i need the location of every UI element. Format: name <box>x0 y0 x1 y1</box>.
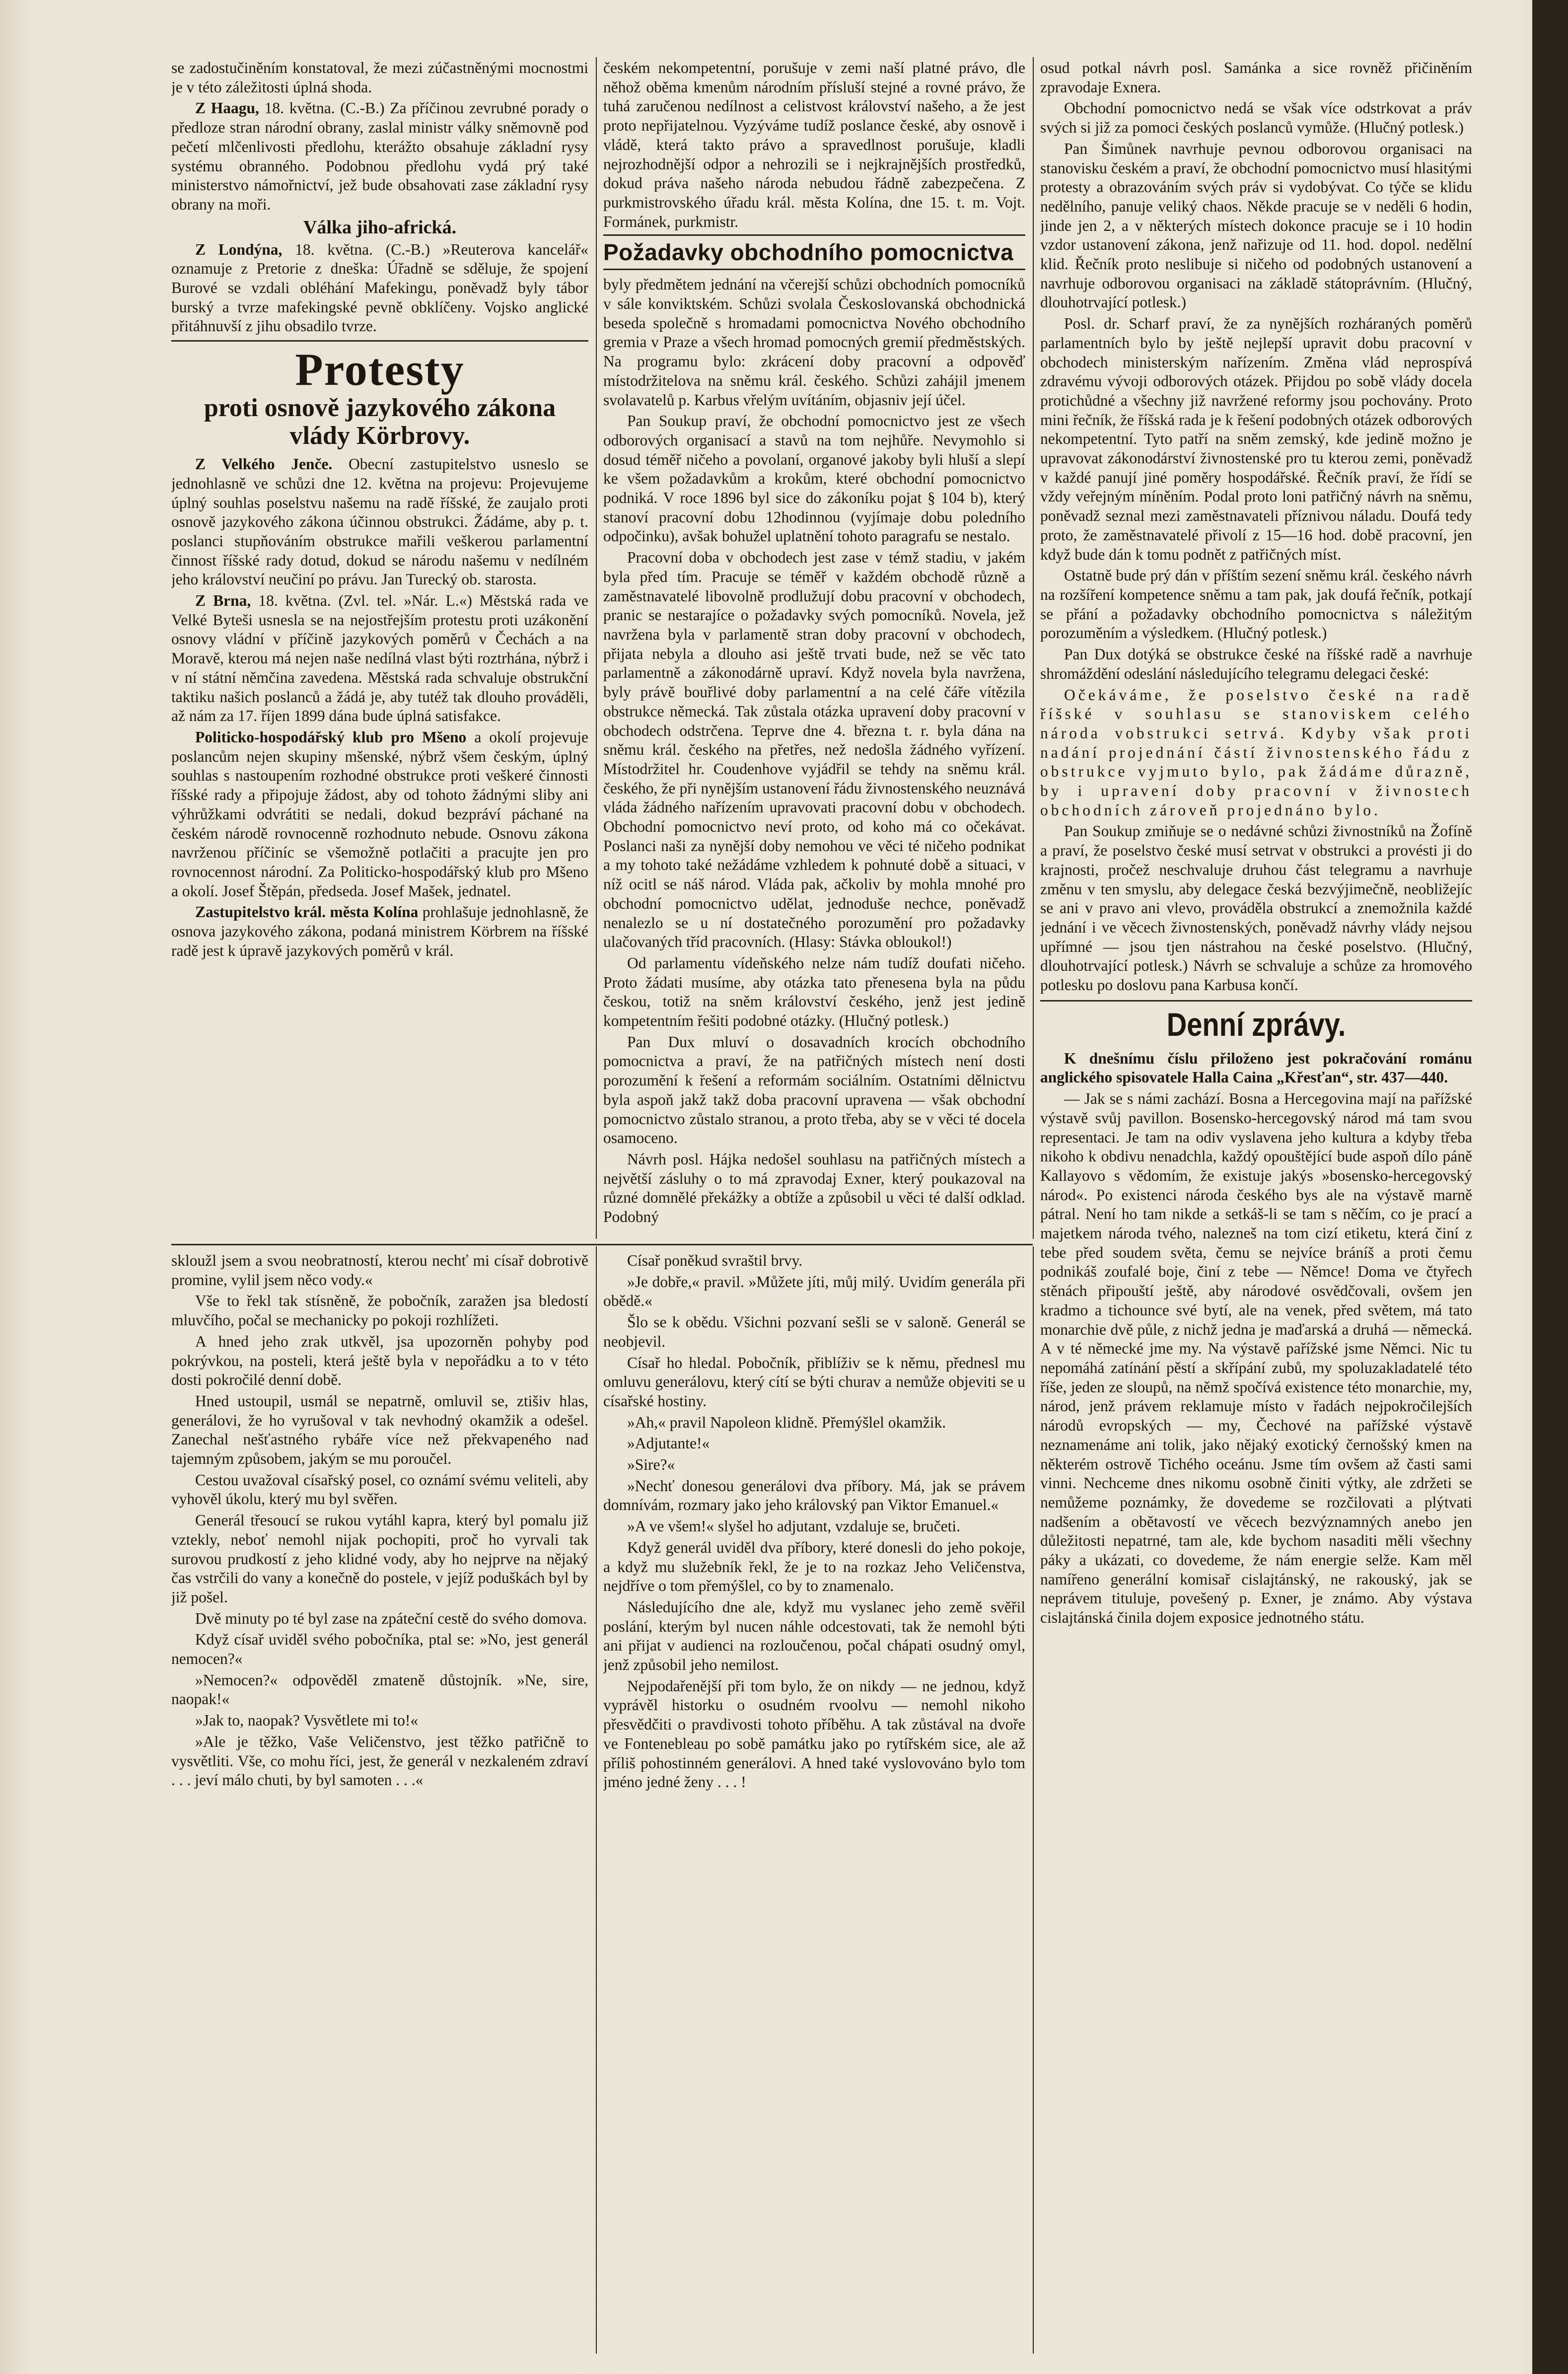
kolin-body: prohlašuje jednohlasně, že osnova jazykového zákona, podaná ministrem Körbrem na říšské radě jest k úpravě jazykových poměrů v král. <box>171 903 588 959</box>
column-rule <box>1033 1246 1034 2354</box>
column-2 <box>603 59 1025 1239</box>
protesty-heading: Protesty <box>295 344 465 395</box>
paragraph: Generál třesoucí se rukou vytáhl kapra, který byl pomalu již vztekly, neboť nemohl nijak pochopiti, proč ho vyrvali tak surovou prudkostí z jeho klidné vody, aby ho nejprve na nějaký čas vstrčili do vany a konečně do postele, v jejíž poduškách byl by již pošel. <box>171 1511 588 1606</box>
londyn-dateline: Z Londýna, <box>195 240 283 258</box>
paragraph: »Nechť donesou generálovi dva příbory. Má, jak se právem domnívám, rozmary jako jeho královský pan Viktor Emanuel.« <box>603 1477 1025 1514</box>
page-edge <box>1532 0 1568 2374</box>
paragraph: Nejpodařenější při tom bylo, že on nikdy — ne jednou, když vyprávěl historku o osudném rvoolvu — nemohl nikoho přesvědčiti o pravdivosti tohoto příběhu. A tak zůstával na dvoře ve Fontenebleau po sobě památku jako po rytířském sice, ale až příliš pohostinném generálovi. A hned také vyslovováno bylo tom jméno jedné ženy . . . ! <box>603 1677 1025 1791</box>
telegram-text: Očekáváme, že poselstvo české na radě říšské v souhlasu se stanoviskem celého národa vobstrukci setrvá. Kdyby však proti nadání projednání částí živnostenského řádu z obstrukce vyjmuto bylo, pak žádáme důrazně, by i upravení doby pracovní v živnostech obchodních zároveň projednáno bylo. <box>1040 686 1472 819</box>
paragraph: A hned jeho zrak utkvěl, jsa upozorněn pohyby pod pokrývkou, na posteli, která ještě byla v nepořádku a to v této dosti pokročilé denní době. <box>171 1332 588 1389</box>
paragraph: »Jak to, naopak? Vysvětlete mi to!« <box>195 1712 419 1729</box>
column-rule <box>1033 57 1034 1239</box>
paragraph: »Ah,« pravil Napoleon klidně. Přemýšlel okamžik. <box>627 1413 946 1431</box>
kolin-lead: Zastupitelstvo král. města Kolína <box>195 903 419 921</box>
haag-dateline: Z Haagu, <box>195 99 259 117</box>
paragraph: Císař ho hledal. Pobočník, přiblíživ se k němu, přednesl mu omluvu generálovu, který cítí se býti churav a nemůže objeviti se u císařské hostiny. <box>603 1354 1025 1410</box>
valka-heading: Válka jiho-africká. <box>303 216 457 238</box>
paragraph: Když císař uviděl svého pobočníka, ptal se: »No, jest generál nemocen?« <box>171 1631 588 1668</box>
paragraph: Obchodní pomocnictvo nedá se však více odstrkovat a práv svých si již za pomoci českých poslanců vymůže. (Hlučný potlesk.) <box>1040 99 1472 137</box>
kolin-article <box>171 903 588 960</box>
paragraph: Pan Šimůnek navrhuje pevnou odborovou organisaci na stanovisku českém a praví, že obchodní pomocnictvo musí hlasitými protesty a obrazováním svých práv si vydobývat. Co týče se klidu nedělního, panuje veliký chaos. Někde pracuje se v neděli 6 hodin, jinde jen 2, a v některých místech dokonce pracuje se i 10 hodin vzdor ustanovení zákona, jenž nařizuje od 11. hod. dopol. nedělní klid. Řečník proto neslibuje si ničeho od podobných ustanovení a navrhuje odborovou organisaci na základě státoprávním. (Hlučný, dlouhotrvající potlesk.) <box>1040 140 1472 311</box>
londyn-article <box>171 240 588 337</box>
paragraph: Návrh posl. Hájka nedošel souhlasu na patřičných místech a největší zásluhy o to má zpravodaj Exner, který poukazoval na různé domnělé překážky a obtíže a způsobil u věci té další odklad. Podobný <box>603 1150 1025 1226</box>
jenc-article <box>171 455 588 589</box>
feuilleton-left <box>171 1251 588 2354</box>
paragraph: Pan Dux dotýká se obstrukce české na říšské radě a navrhuje shromáždění odeslání následujícího telegramu delegaci české: <box>1040 646 1472 682</box>
kolin-continuation: českém nekompetentní, porušuje v zemi naší platné právo, dle něhož oběma kmenům národním přísluší stejné a rovné právo, že tuhá zaručenou nedílnost a celistvost království našeho, a že jest proto nepřijatelnou. Vyzýváme tudíž poslance české, aby osnově i vládě, která takto právo a spravedlnost porušuje, kladli nejrozhodnější odpor a nehrozili se i nejkrajnějších prostředků, dokud práva našeho národa nebudou řádně zabezpečena. Z purkmistrovského úřadu král. města Kolína, dne 15. t. m. Vojt. Formánek, purkmistr. <box>603 59 1025 230</box>
mseno-article <box>171 728 588 901</box>
paragraph: Pracovní doba v obchodech jest zase v témž stadiu, v jakém byla před tím. Pracuje se téměř v každém obchodě různě a zaměstnavatelé libovolně prodlužují dobu pracovní v obchodech, pranic se nestarajíce o požadavky svých pomocníků. Novela, jež navržena byla v parlamentě stran doby pracovní v obchodech, přijata nebyla a dlouho asi ještě trvati bude, než se věc tato parlamentně a zákonodárně upraví. Když novela byla navržena, byly právě bouřlivé doby parlamentní a na celé čáře vítězila obstrukce německá. Tak zůstala otázka upravení doby pracovní v obchodech odstrčena. Teprve dne 4. března t. r. byla dána na sněmu král. českého na přetřes, než nedošla žádného vyřízení. Místodržitel hr. Coudenhove vyjádřil se tehdy na sněmu král. českého, že při nynějším ustanovení řádu živnostenského neuznává vláda žádného nařízením upravovati pracovní dobu v obchodech. Obchodní pomocnictvo neví proto, od koho má co očekávat. Poslanci naši za nynější doby nemohou ve věci té ničeho podnikat a my tohoto také nežádáme vzhledem k pohnuté době a situaci, v níž ocitl se náš národ. Vláda pak, ačkoliv by mohla mnohé pro obchodní pomocnictvo udělat, jednoduše nechce, poněvadž nenalezlo se u ní dostatečného porozumění pro požadavky ulačovaných tříd pracovních. (Hlasy: Stávka obloukol!) <box>603 549 1025 951</box>
paragraph: Hned ustoupil, usmál se nepatrně, omluvil se, ztišiv hlas, generálovi, že ho vyrušoval v tak nevhodný okamžik a odešel. Zanechal nešťastného rybáře více než překvapeného nad tajemným způsobem, jakým se mu poroučel. <box>171 1392 588 1468</box>
column-1 <box>171 59 588 1239</box>
feuilleton-middle <box>603 1251 1025 2354</box>
paragraph: Cestou uvažoval císařský posel, co oznámí svému veliteli, aby vyhověl úkolu, který mu byl svěřen. <box>171 1471 588 1508</box>
column-rule <box>596 1246 597 2354</box>
paragraph: Pan Dux mluví o dosavadních krocích obchodního pomocnictva a praví, že na patřičných místech není dosti porozumění k řešení a reformám sociálním. Ostatními dělnictvu byla aspoň jakž takž doba pracovní upravena — však obchodní pomocnictvo zůstalo stranou, a proto třeba, aby se v věci té docela osamoceno. <box>603 1033 1025 1147</box>
denni-zpravy-heading: Denní zprávy. <box>1166 1006 1346 1043</box>
paragraph: »Je dobře,« pravil. »Můžete jíti, můj milý. Uvidím generála při obědě.« <box>603 1273 1025 1310</box>
jenc-body: Obecní zastupitelstvo usneslo se jednohlasně ve schůzi dne 12. května na projevu: Projevujeme úplný souhlas poselstvu našemu na radě říšské, že zaujalo proti osnově jazykového zákona účinnou obstrukci. Žádáme, aby p. t. poslanci stupňováním obstrukce mařili veškerou parlamentní činnost říšské rady dotud, dokud se národu našemu v nedílném jeho království neučiní po právu. Jan Turecký ob. starosta. <box>171 455 588 588</box>
mseno-body: a okolí projevuje poslancům nejen skupiny mšenské, nýbrž všem českým, úplný souhlas s nastoupením rozhodné obstrukce proti veškeré činnosti říšské rady a připojuje žádost, aby od tohoto žádnými sliby ani výhrůžkami odvrátiti se nedali, dokud bezpráví páchané na českém národě rovnocenně rozhodnuto nebude. Osnovu zákona navrženou příčiníc se všemožně potlačiti a pracujte jen pro rovnocennost národní. Za Politicko-hospodářský klub pro Mšeno a okolí. Josef Štěpán, předseda. Josef Mašek, jednatel. <box>171 728 588 900</box>
paragraph: Šlo se k obědu. Všichni pozvaní sešli se v saloně. Generál se neobjevil. <box>603 1313 1025 1350</box>
paragraph: Ostatně bude prý dán v příštím sezení sněmu král. českého návrh na rozšíření kompetence sněmu a tam pak, jak doufá řečník, potkají se přání a požadavky obchodního pomocnictva s náležitým porozuměním a výsledkem. (Hlučný potlesk.) <box>1040 567 1472 642</box>
haag-body: 18. května. (C.-B.) Za příčinou zevrubné porady o předloze stran národní obrany, zaslal ministr války sněmovně pod pečetí mlčenlivosti předlohu, kterážto obsahuje základní rysy systému obranného. Podobnou předlohu vydá prý také ministerstvo námořnictví, jež bude obsahovati zase základní rysy obrany na moři. <box>171 99 588 213</box>
paragraph: »Ale je těžko, Vaše Veličenstvo, jest těžko patřičně to vysvětliti. Vše, co mohu říci, jest, že generál v nezkaleném zdraví . . . jeví málo chuti, by byl samoten . . .« <box>171 1732 588 1789</box>
mseno-lead: Politicko-hospodářský klub pro Mšeno <box>195 728 467 746</box>
paragraph: Dvě minuty po té byl zase na zpáteční cestě do svého domova. <box>195 1609 587 1627</box>
paragraph: »A ve všem!« slyšel ho adjutant, vzdaluje se, bručeti. <box>627 1517 960 1535</box>
paragraph: Vše to řekl tak stísněně, že pobočník, zaražen jsa bledostí mluvčího, počal se mechanicky po pokoji rozhlížeti. <box>171 1292 588 1329</box>
brno-body: 18. května. (Zvl. tel. »Nár. L.«) Městská rada ve Velké Byteši usnesla se na nejostřejším protestu proti uzákonění osnovy vládní v příčině jazykových poměrů v Čechách a na Moravě, kterou má nejen naše nedílná vlast býti roztrhána, nýbrž i v ní státní němčina zavedena. Městská rada schvaluje obstrukční taktiku našich poslanců a žádá je, aby tutéž tak dlouho prováděli, až nám za 17. říjen 1899 dána bude úplná satisfakce. <box>171 592 588 725</box>
column-rule <box>596 57 597 1239</box>
haag-article <box>171 99 588 214</box>
paragraph: »Sire?« <box>627 1456 675 1474</box>
supplement-notice: K dnešnímu číslu přiloženo jest pokračování románu anglického spisovatele Halla Caina „Křesťan“, str. 437—440. <box>1040 1049 1472 1086</box>
column-3 <box>1040 59 1472 2354</box>
paragraph: Následujícího dne ale, když mu vyslanec jeho země svěřil poslání, kterým byl nucen náhle odcestovati, tak že nemohl býti ani přijat v audienci na rozloučenou, počal chápati osudný omyl, jenž způsobil jeho nemilost. <box>603 1598 1025 1674</box>
paragraph: skloužl jsem a svou neobratností, kterou nechť mi císař dobrotivě promine, vylil jsem něco vody.« <box>171 1252 588 1289</box>
londyn-body: 18. května. (C.-B.) »Reuterova kancelář« oznamuje z Pretorie z dneška: Úřadně se sděluje, že spojení Burové se vzdali obléhání Mafekingu, poněvadž byly tábor burský a tvrze mafekingské pevně obklíčeny. Vojsko anglické přitáhnuvší z jihu obsadilo tvrze. <box>171 240 588 335</box>
paragraph: Posl. dr. Scharf praví, že za nynějších rozháraných poměrů parlamentních bylo by ještě nejlepší upravit dobu pracovní v obchodech ministerským nařízením. Změna vlád neprospívá zdravému vývoji odborových otázek. Přijdou po sobě vlády docela protichůdné a všechny již navržené reformy jsou pochovány. Proto mini řečník, že říšská rada je k řešení podobných otázek odborových nekompetentní. Tyto patří na sněm zemský, kde jedině možno je upravovat zákonodárství živnostenské pro tu kterou zemi, poněvadž v každé panují jiné poměry hospodářské. Řečník praví, že řídí se vždy veřejným míněním. Podal proto loni patřičný návrh na sněmu, poněvadž seznal mezi zaměstnavateli příznivou náladu. Doufá tedy proto, že zaměstnavatelé přivolí z 15—16 hod. době pracovní, jen když bude dán k tomu podnět z patřičných míst. <box>1040 315 1472 563</box>
paragraph: osud potkal návrh posl. Samánka a sice rovněž přičiněním zpravodaje Exnera. <box>1040 59 1472 96</box>
paragraph: Když generál uviděl dva příbory, které donesli do jeho pokoje, a když mu služebník řekl, že je to na rozkaz Jeho Veličenstva, nejdříve o tom přemýšlel, co by to znamenalo. <box>603 1538 1025 1595</box>
divider <box>171 340 588 342</box>
paragraph: »Nemocen?« odpověděl zmateně důstojník. »Ne, sire, naopak!« <box>171 1671 588 1708</box>
paragraph: — Jak se s námi zachází. Bosna a Hercegovina mají na pařížské výstavě svůj pavillon. Bosensko-hercegovský národ má tam svou representaci. Je tam na odiv vyslavena jeho kultura a kdyby třeba nikoho k obdivu nenadchla, každý opouštějící bude aspoň dílo páně Kallayovo s vědomím, že existuje jakýs »bosensko-hercegovský národ«. Po existenci národa českého bys ale na výstavě marně pátral. Není ho tam nikde a setkáš-li se tam s něčím, co je prací a majetkem národa tvého, nalezneš na tom cizí etiketu, která činí z tebe před soudem světa, čemu se nejvíce bráníš a proti čemu podnikáš zoufalé boje, činí z tebe — Němce! Doma ve čtyřech stěnách připouští ještě, aby národové osvědčovali, ovšem jen kradmo a tichounce své bytí, ale na venek, před světem, má tato monarchie dvě půle, z nichž jedna je maďarská a druhá — německá. A v té německé jme my. Na výstavě pařížské jsme Němci. Nic tu nepomáhá zatínání pěstí a skřípání zubů, my spoluzakladatelé této říše, jeden ze sloupů, na němž spočívá existence této monarchie, my, národ, jenž právem reklamuje místo v řadách nejpokročilejších národů evropských — my, Čechové na pařížské výstavě neznamenáme ani tolik, jako nějaký exotický černošský kmen na některém ostrově Tichého oceánu. Jsme tím ovšem až časti sami vinni. Nechceme dnes nikomu osobně činiti výtky, ale zdržeti se nemůžeme poznámky, že dovedeme se rozčilovati a plýtvati nadšením a obětavostí ve věcech bezvýznamných anebo jen důležitosti nepatrné, tam ale, kde bychom nasaditi měli všechny páky a ukázati, co dovedeme, že nám energie selže. Kam měl namířeno generální komisař cislajtánský, ne rakouský, jak se neprávem tituluje, povešený p. Exner, je známo. Aby výstava cislajtánská činila dojem exposice jednotného státu. <box>1040 1090 1472 1627</box>
paragraph: Pan Soukup praví, že obchodní pomocnictvo jest ze všech odborových organisací a stavů na tom nejhůře. Nevymohlo si dosud téměř ničeho a povolaní, organové jakoby byli hluší a slepí ke všem požadavkům a krokům, které obchodní pomocnictvo podniká. V roce 1896 byl sice do zákoníku pojat § 104 b), který stanoví pracovní dobu 12hodinnou (vyjímaje dobu poledního odpočinku), avšak bohužel uplatnění tohoto paragrafu se nestalo. <box>603 412 1025 545</box>
section-rule <box>171 1244 1033 1245</box>
paragraph: Pan Soukup zmiňuje se o nedávné schůzi živnostníků na Žofíně a praví, že poselstvo české musí setrvat v obstrukci a provésti ji do krajnosti, pročež neschvaluje druhou část telegramu a navrhuje změnu v ten smyslu, aby delegace česká bezvýjimečně, neobližejíc se ani v pravo ani vlevo, prováděla obstrukcí a znemožnila každé jednání i ve věcech živnostenských, poněvadž návrhy vlády nejsou upřímné — jsou tjen nástrahou na české poselstvo. (Hlučný, dlouhotrvající potlesk.) Návrh se schvaluje a schůze za hromového potlesku po doslovu pana Karbusa končí. <box>1040 822 1472 994</box>
paragraph: Císař poněkud svraštil brvy. <box>627 1252 803 1269</box>
paragraph: Od parlamentu vídeňského nelze nám tudíž doufati ničeho. Proto žádati musíme, aby otázka tato přenesena byla na půdu českou, totiž na sněm království českého, jenž jest jedině kompetentním řešiti podobné otázky. (Hlučný potlesk.) <box>603 954 1025 1030</box>
brno-article <box>171 591 588 726</box>
jenc-dateline: Z Velkého Jenče. <box>195 455 333 473</box>
paragraph: byly předmětem jednání na včerejší schůzi obchodních pomocníků v sále konviktském. Schůzi svolala Českoslovanská obchodnická beseda společně s hromadami pomocnictva Nového obchodního gremia v Praze a všech hromad pomocných gremií předměstských. Na programu bylo: zkrácení doby pracovní a odpověď místodržitelova na sněmu král. českého. Schůzi zahájil jmenem svolavatelů p. Karbus vřelým uvítáním, objasniv její účel. <box>603 276 1025 409</box>
divider <box>1040 1000 1472 1002</box>
intro-paragraph: se zadostučiněním konstatoval, že mezi zúčastněnými mocnostmi je v této záležitosti úplná shoda. <box>171 59 588 96</box>
pozadavky-heading: Požadavky obchodního pomocnictva <box>603 234 1025 270</box>
brno-dateline: Z Brna, <box>195 592 251 610</box>
protesty-subheading: proti osnově jazykového zákona vlády Körbrovy. <box>204 394 556 450</box>
paragraph: »Adjutante!« <box>627 1435 710 1452</box>
